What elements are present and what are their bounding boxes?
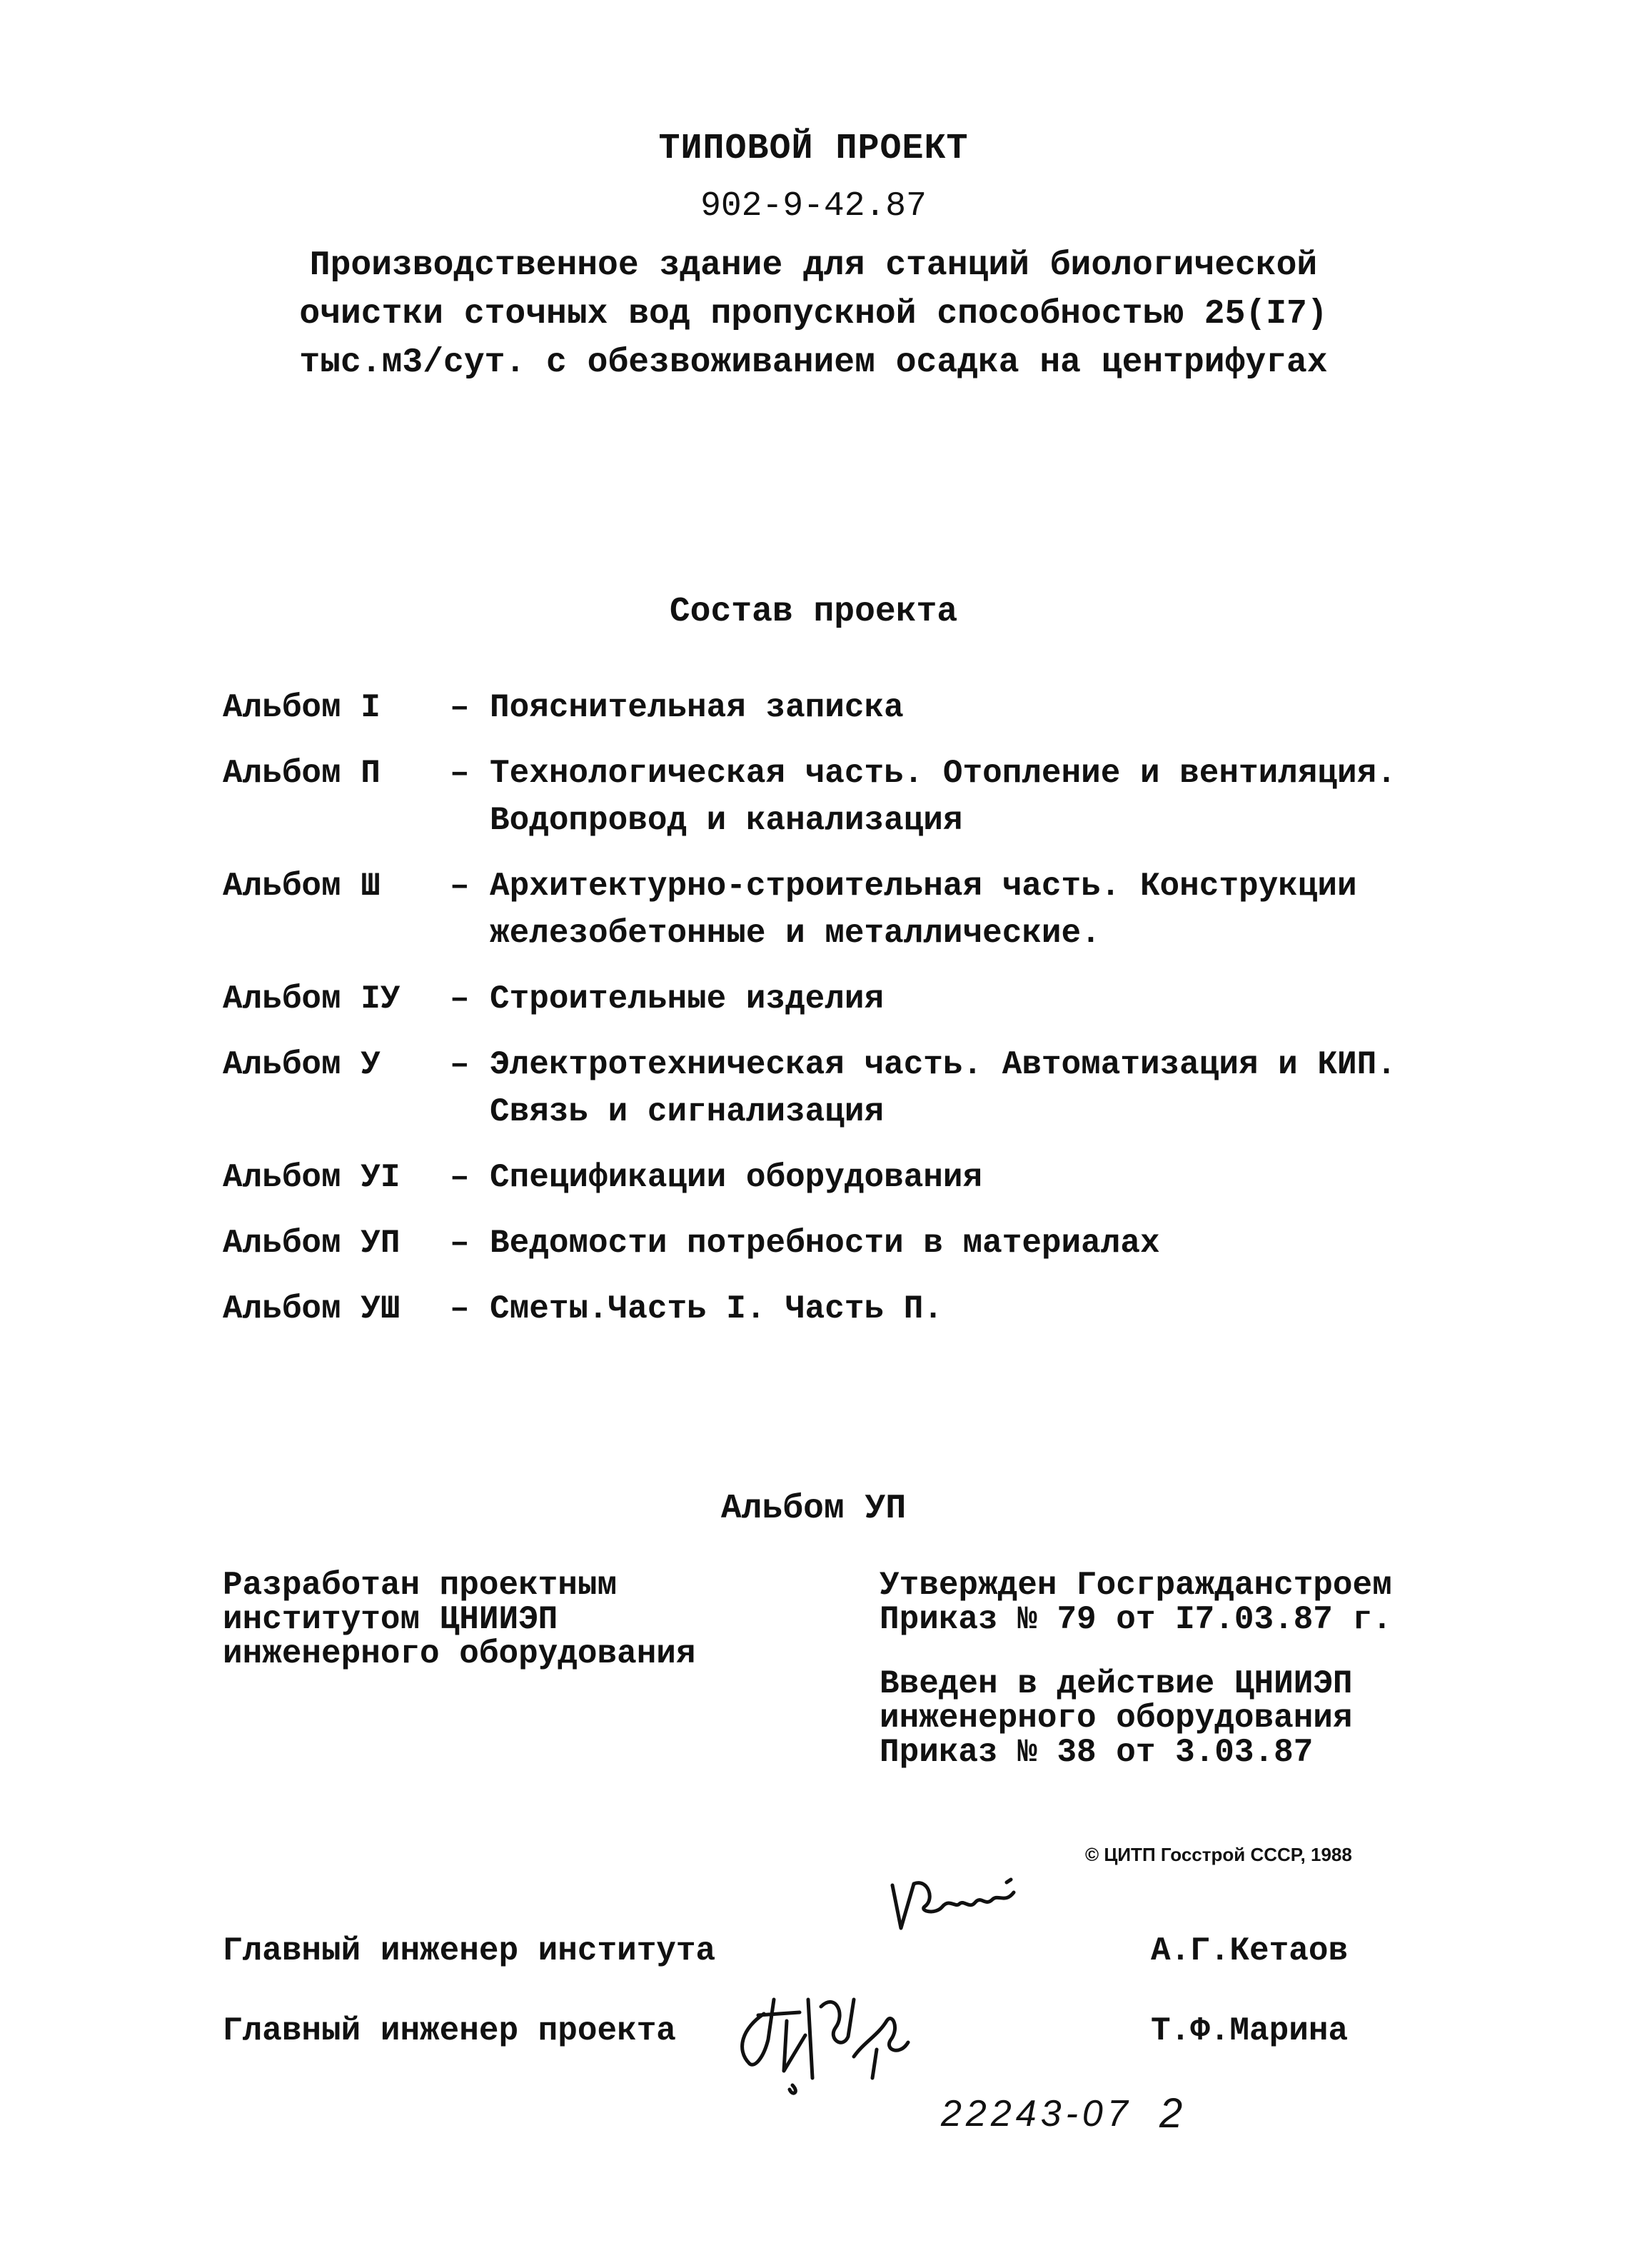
signatory-name: А.Г.Кетаов [1151, 1932, 1349, 1970]
approval-line: Приказ № 79 от I7.03.87 г. [880, 1601, 1392, 1638]
album-dash: – [450, 1046, 470, 1083]
introduction-line: Приказ № 38 от 3.03.87 [880, 1734, 1314, 1771]
page-number: 2 [1159, 2090, 1183, 2137]
copyright-notice: © ЦИТП Госстрой СССР, 1988 [1085, 1844, 1352, 1865]
chief-engineer-project-signature [721, 1971, 928, 2099]
album-description-line: Строительные изделия [490, 980, 885, 1018]
album-description-line: железобетонные и металлические. [490, 915, 1101, 952]
album-description [490, 1041, 1436, 1135]
album-dash: – [450, 1290, 470, 1328]
album-row [223, 1285, 1436, 1333]
project-description-line: Производственное здание для станций биологической [309, 246, 1318, 285]
album-dash: – [450, 1159, 470, 1196]
developer-line: Разработан проектным [223, 1567, 618, 1604]
signatory-role: Главный инженер института [223, 1932, 716, 1970]
album-description [490, 750, 1436, 844]
project-description [0, 241, 1627, 387]
introduction-line: Введен в действие ЦНИИЭП [880, 1665, 1353, 1702]
album-row [223, 750, 1436, 844]
approval-line: Утвержден Госгражданстроем [880, 1567, 1392, 1604]
album-row [223, 1041, 1436, 1135]
album-name: Альбом IУ [223, 980, 401, 1018]
signatory-role: Главный инженер проекта [223, 2012, 676, 2049]
project-type-title: ТИПОВОЙ ПРОЕКТ [658, 129, 969, 169]
album-description [490, 684, 1436, 731]
album-description [490, 1220, 1436, 1267]
album-description-line: Спецификации оборудования [490, 1159, 983, 1196]
album-description [490, 863, 1436, 957]
album-dash: – [450, 1225, 470, 1262]
developer-block [223, 1568, 696, 1671]
album-description [490, 975, 1436, 1023]
approval-block [880, 1568, 1392, 1637]
album-description-line: Сметы.Часть I. Часть П. [490, 1290, 943, 1328]
album-name: Альбом I [223, 689, 381, 726]
project-code: 902-9-42.87 [700, 187, 927, 226]
registration-number: 22243-07 [941, 2093, 1132, 2134]
chief-engineer-institute-signature [885, 1864, 1042, 1942]
album-description-line: Ведомости потребности в материалах [490, 1225, 1160, 1262]
album-description-line: Технологическая часть. Отопление и вентиляция. [490, 755, 1396, 792]
album-name: Альбом Ш [223, 868, 381, 905]
album-name: Альбом П [223, 755, 381, 792]
album-dash: – [450, 689, 470, 726]
composition-title: Состав проекта [669, 593, 958, 631]
album-dash: – [450, 868, 470, 905]
album-name: Альбом УП [223, 1225, 401, 1262]
project-description-line: очистки сточных вод пропускной способностью 25(I7) [299, 295, 1328, 333]
album-name: Альбом УI [223, 1159, 401, 1196]
album-name: Альбом У [223, 1046, 381, 1083]
album-row [223, 863, 1436, 957]
signatory-name: Т.Ф.Марина [1151, 2012, 1349, 2049]
album-description-line: Связь и сигнализация [490, 1093, 885, 1130]
album-description-line: Водопровод и канализация [490, 802, 963, 839]
album-description-line: Архитектурно-строительная часть. Конструкции [490, 868, 1357, 905]
album-dash: – [450, 980, 470, 1018]
album-row [223, 1154, 1436, 1201]
project-description-line: тыс.м3/сут. с обезвоживанием осадка на центрифугах [299, 343, 1328, 382]
developer-line: инженерного оборудования [223, 1635, 696, 1672]
album-description-line: Пояснительная записка [490, 689, 904, 726]
album-description [490, 1285, 1436, 1333]
current-album-label: Альбом УП [720, 1490, 907, 1528]
album-description [490, 1154, 1436, 1201]
introduction-block [880, 1667, 1353, 1770]
album-row [223, 684, 1436, 731]
album-row [223, 975, 1436, 1023]
introduction-line: инженерного оборудования [880, 1700, 1353, 1737]
album-dash: – [450, 755, 470, 792]
developer-line: институтом ЦНИИЭП [223, 1601, 558, 1638]
album-name: Альбом УШ [223, 1290, 401, 1328]
album-list [223, 684, 1436, 1351]
album-row [223, 1220, 1436, 1267]
album-description-line: Электротехническая часть. Автоматизация и КИП. [490, 1046, 1396, 1083]
